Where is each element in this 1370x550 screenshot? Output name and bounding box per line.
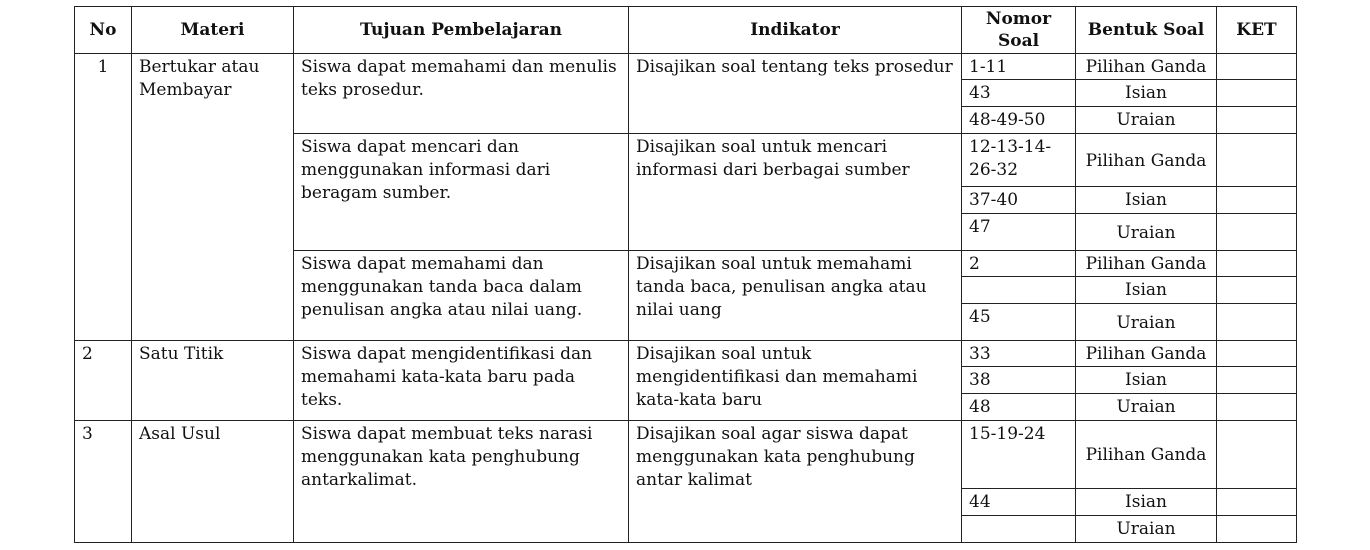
- nomor-soal-cell: 43: [962, 80, 1076, 107]
- row-number: 3: [75, 421, 132, 543]
- header-tujuan: Tujuan Pembelajaran: [294, 7, 629, 54]
- nomor-soal-cell: 47: [962, 214, 1076, 251]
- ket-cell: [1217, 304, 1297, 341]
- bentuk-soal-cell: Uraian: [1076, 304, 1217, 341]
- nomor-soal-cell: [962, 516, 1076, 543]
- bentuk-soal-cell: Isian: [1076, 80, 1217, 107]
- ket-cell: [1217, 367, 1297, 394]
- bentuk-soal-cell: Uraian: [1076, 394, 1217, 421]
- indikator-cell: Disajikan soal untuk memahami tanda baca, penulisan angka atau nilai uang: [629, 251, 962, 341]
- nomor-soal-cell: 15-19-24: [962, 421, 1076, 489]
- ket-cell: [1217, 80, 1297, 107]
- bentuk-soal-cell: Uraian: [1076, 214, 1217, 251]
- materi-cell: Bertukar atau Membayar: [132, 54, 294, 341]
- nomor-soal-cell: 48: [962, 394, 1076, 421]
- row-number: 1: [75, 54, 132, 341]
- table-row: [75, 341, 1297, 367]
- ket-cell: [1217, 214, 1297, 251]
- materi-cell: Asal Usul: [132, 421, 294, 543]
- tujuan-cell: Siswa dapat memahami dan menulis teks prosedur.: [294, 54, 629, 134]
- table-row: [75, 421, 1297, 489]
- header-nomor-soal: Nomor Soal: [962, 7, 1076, 54]
- tujuan-cell: Siswa dapat mengidentifikasi dan memahami kata-kata baru pada teks.: [294, 341, 629, 421]
- bentuk-soal-cell: Pilihan Ganda: [1076, 134, 1217, 187]
- bentuk-soal-cell: Uraian: [1076, 516, 1217, 543]
- tujuan-cell: Siswa dapat mencari dan menggunakan informasi dari beragam sumber.: [294, 134, 629, 251]
- table-row: [75, 54, 1297, 80]
- bentuk-soal-cell: Pilihan Ganda: [1076, 54, 1217, 80]
- ket-cell: [1217, 251, 1297, 277]
- ket-cell: [1217, 187, 1297, 214]
- indikator-cell: Disajikan soal agar siswa dapat menggunakan kata penghubung antar kalimat: [629, 421, 962, 543]
- ket-cell: [1217, 516, 1297, 543]
- nomor-soal-cell: 12-13-14-26-32: [962, 134, 1076, 187]
- header-no: No: [75, 7, 132, 54]
- nomor-soal-cell: 38: [962, 367, 1076, 394]
- ket-cell: [1217, 107, 1297, 134]
- header-ket: KET: [1217, 7, 1297, 54]
- question-grid-table: [74, 6, 1297, 543]
- ket-cell: [1217, 394, 1297, 421]
- ket-cell: [1217, 489, 1297, 516]
- materi-cell: Satu Titik: [132, 341, 294, 421]
- header-materi: Materi: [132, 7, 294, 54]
- bentuk-soal-cell: Isian: [1076, 367, 1217, 394]
- bentuk-soal-cell: Isian: [1076, 187, 1217, 214]
- ket-cell: [1217, 341, 1297, 367]
- nomor-soal-cell: 2: [962, 251, 1076, 277]
- bentuk-soal-cell: Pilihan Ganda: [1076, 341, 1217, 367]
- bentuk-soal-cell: Uraian: [1076, 107, 1217, 134]
- ket-cell: [1217, 277, 1297, 304]
- indikator-cell: Disajikan soal tentang teks prosedur: [629, 54, 962, 134]
- header-indikator: Indikator: [629, 7, 962, 54]
- tujuan-cell: Siswa dapat membuat teks narasi menggunakan kata penghubung antarkalimat.: [294, 421, 629, 543]
- indikator-cell: Disajikan soal untuk mencari informasi dari berbagai sumber: [629, 134, 962, 251]
- nomor-soal-cell: [962, 277, 1076, 304]
- tujuan-cell: Siswa dapat memahami dan menggunakan tanda baca dalam penulisan angka atau nilai uang.: [294, 251, 629, 341]
- row-number: 2: [75, 341, 132, 421]
- ket-cell: [1217, 54, 1297, 80]
- nomor-soal-cell: 33: [962, 341, 1076, 367]
- bentuk-soal-cell: Isian: [1076, 277, 1217, 304]
- header-row: [75, 7, 1297, 54]
- bentuk-soal-cell: Isian: [1076, 489, 1217, 516]
- nomor-soal-cell: 1-11: [962, 54, 1076, 80]
- bentuk-soal-cell: Pilihan Ganda: [1076, 421, 1217, 489]
- ket-cell: [1217, 134, 1297, 187]
- nomor-soal-cell: 44: [962, 489, 1076, 516]
- nomor-soal-cell: 45: [962, 304, 1076, 341]
- header-bentuk-soal: Bentuk Soal: [1076, 7, 1217, 54]
- nomor-soal-cell: 37-40: [962, 187, 1076, 214]
- bentuk-soal-cell: Pilihan Ganda: [1076, 251, 1217, 277]
- indikator-cell: Disajikan soal untuk mengidentifikasi dan memahami kata-kata baru: [629, 341, 962, 421]
- ket-cell: [1217, 421, 1297, 489]
- nomor-soal-cell: 48-49-50: [962, 107, 1076, 134]
